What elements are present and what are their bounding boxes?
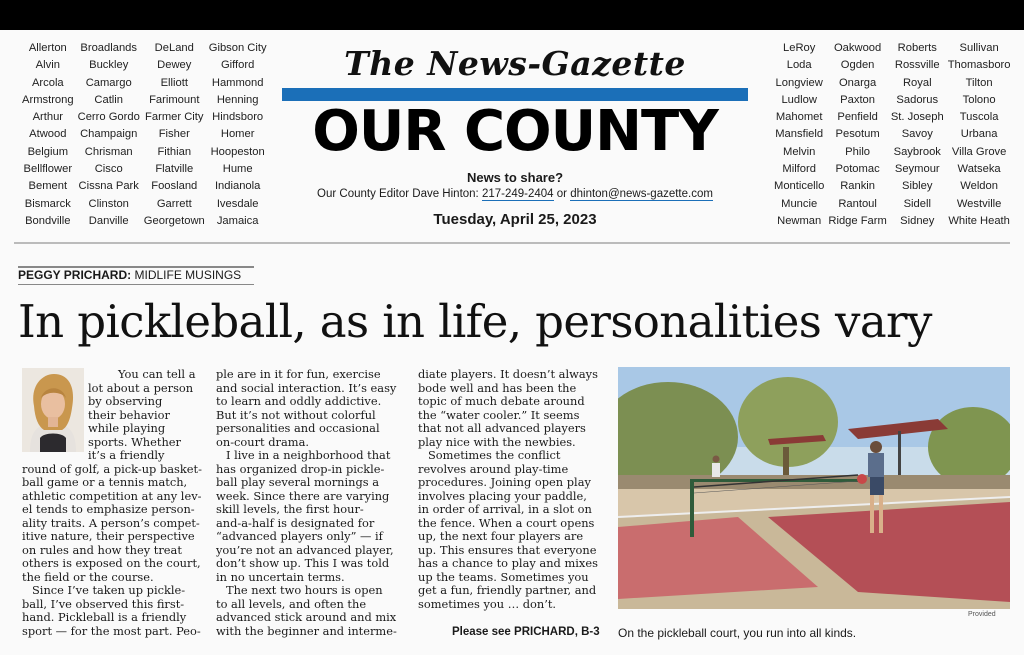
article-text-line: sport — for the most part. Peo-	[22, 623, 201, 638]
pickleball-court-photo	[618, 367, 1010, 609]
town-name: Ludlow	[781, 93, 817, 106]
town-name: Farmer City	[145, 111, 204, 124]
town-name: Mansfield	[775, 128, 824, 141]
town-name: White Heath	[948, 214, 1010, 227]
paper-name: The News-Gazette	[344, 44, 686, 83]
town-name: Armstrong	[22, 93, 74, 106]
article-text-line: on rules and how they treat	[22, 542, 182, 557]
town-name: Catlin	[94, 93, 123, 106]
town-name: Hammond	[211, 76, 264, 89]
article-text-line: athletic competition at any lev-	[22, 488, 202, 503]
town-name: Rossville	[894, 59, 940, 72]
town-name: Pesotum	[835, 128, 880, 141]
town-name: Ridge Farm	[828, 214, 887, 227]
town-column	[76, 40, 142, 230]
town-name: Paxton	[840, 93, 876, 106]
article-text-line: revolves around play-time	[418, 461, 569, 476]
article-text-line: has organized drop-in pickle-	[216, 461, 385, 476]
issue-date: Tuesday, April 25, 2023	[433, 211, 597, 228]
photo-caption: On the pickleball court, you run into all kinds.	[618, 626, 857, 640]
article-text-line: you’re not an advanced player,	[216, 542, 394, 557]
town-name: Farimount	[149, 93, 200, 106]
town-name: Sullivan	[959, 42, 999, 54]
town-name: Camargo	[85, 76, 132, 89]
town-name: Bement	[28, 180, 68, 193]
court-photo-drawing	[618, 367, 1010, 609]
town-name: Seymour	[894, 163, 940, 176]
town-name: LeRoy	[783, 42, 816, 54]
article-text-line: in order of arrival, in a slot on	[418, 502, 592, 516]
town-name: Sidell	[903, 197, 931, 210]
article-text-line: bode well and has been the	[418, 380, 577, 395]
town-name: Foosland	[151, 180, 198, 193]
editor-contact-line	[280, 188, 750, 200]
town-list-right	[772, 40, 1013, 230]
article-text-line: topic of much debate around	[418, 394, 585, 408]
article-text-line: that not all advanced players	[418, 421, 586, 435]
town-name: Mahomet	[775, 111, 823, 124]
town-name: Saybrook	[893, 145, 941, 158]
town-name: Onarga	[838, 76, 877, 89]
article-text-line: lot about a person	[88, 380, 194, 395]
town-name: Cisco	[94, 163, 123, 176]
town-name: Tuscola	[959, 111, 999, 124]
article-text-line: sports. Whether	[88, 434, 181, 449]
article-headline: In pickleball, as in life, personalities vary	[18, 295, 932, 348]
town-name: Tolono	[962, 93, 996, 106]
town-name: Longview	[775, 76, 823, 89]
article-text-line: on-court drama.	[216, 434, 309, 449]
article-text-line: el tends to emphasize person-	[22, 502, 195, 516]
article-text-line: in no uncertain terms.	[216, 569, 345, 584]
article-text-line: personalities and occasional	[216, 421, 380, 435]
article-text-line: ality traits. A person’s compet-	[22, 515, 200, 530]
article-text-line: ball, I’ve observed this first-	[22, 596, 185, 611]
town-name: Weldon	[960, 180, 998, 193]
article-text-line: up the teams. Sometimes you	[418, 569, 589, 584]
editor-email-link[interactable]: dhinton@news-gazette.com	[570, 188, 713, 200]
town-name: Dewey	[157, 59, 192, 72]
town-name: Arcola	[31, 76, 64, 89]
article-text-line: others is exposed on the court,	[22, 556, 201, 570]
article-text-line: the field or the course.	[22, 569, 154, 584]
town-name: Urbana	[960, 128, 998, 141]
town-column	[889, 40, 946, 230]
town-name: Homer	[220, 128, 255, 141]
town-name: Sidney	[900, 214, 935, 227]
article-text-line: has a chance to play and mixes	[418, 556, 598, 570]
town-name: Fisher	[158, 128, 190, 141]
byline	[18, 268, 241, 282]
town-name: Loda	[786, 59, 812, 72]
article-text-line: ball game or a tennis match,	[22, 475, 188, 489]
town-name: Gifford	[220, 59, 255, 72]
article-text-line: up. This ensures that everyone	[418, 542, 597, 557]
town-name: Garrett	[156, 197, 192, 210]
town-name: Cissna Park	[78, 180, 139, 193]
article-text-line: sometimes you … don’t.	[418, 596, 557, 611]
article-text-line: You can tell a	[118, 367, 196, 381]
town-column	[946, 40, 1013, 230]
town-name: Indianola	[214, 180, 261, 193]
town-name: Champaign	[80, 128, 138, 141]
article-text-line: to learn and oddly addictive.	[216, 394, 382, 408]
town-name: DeLand	[154, 42, 194, 54]
town-name: Atwood	[29, 128, 67, 141]
town-name: Broadlands	[80, 42, 137, 54]
article-text-line: the fence. When a court opens	[418, 515, 595, 530]
town-name: Villa Grove	[951, 145, 1007, 158]
article-text-line: don’t show up. This I was told	[216, 556, 390, 570]
town-name: Milford	[782, 163, 816, 176]
article-text-line: play nice with the newbies.	[418, 434, 576, 449]
article-text-line: “advanced players only” — if	[216, 529, 383, 543]
town-column	[826, 40, 888, 230]
article-text-line: ple are in it for fun, exercise	[216, 367, 381, 381]
town-name: Melvin	[783, 145, 816, 158]
town-name: Bismarck	[24, 197, 71, 210]
article-text-line: by observing	[88, 394, 163, 408]
article-text-line: ball play several mornings a	[216, 475, 380, 489]
editor-or: or	[556, 188, 568, 200]
town-name: Hoopeston	[210, 145, 265, 158]
article-text-line: and social interaction. It’s easy	[216, 380, 397, 395]
town-name: Jamaica	[216, 214, 259, 227]
town-name: Savoy	[901, 128, 933, 141]
town-name: Clinston	[88, 197, 129, 210]
town-name: Fithian	[157, 145, 192, 158]
town-name: Newman	[777, 214, 822, 227]
article-text-line: But it’s not without colorful	[216, 407, 376, 422]
town-name: Flatville	[155, 163, 194, 176]
town-name: Henning	[216, 93, 259, 106]
article-text-line: The next two hours is open	[226, 583, 383, 597]
town-name: Potomac	[835, 163, 880, 176]
article-text-line: the “water cooler.” It seems	[418, 407, 580, 422]
town-name: Alvin	[35, 59, 60, 72]
article-text-line: advanced stick around and mix	[216, 610, 397, 624]
town-name: Rantoul	[838, 197, 877, 210]
editor-phone[interactable]: 217-249-2404	[481, 188, 554, 200]
town-name: Hume	[222, 163, 253, 176]
town-name: Georgetown	[143, 214, 205, 227]
article-text-line: I live in a neighborhood that	[226, 448, 391, 462]
town-column	[772, 40, 826, 230]
town-name: Belgium	[27, 145, 69, 158]
town-name: Tilton	[965, 76, 993, 89]
article-text-line: with the beginner and interme-	[216, 623, 397, 638]
town-name: Rankin	[840, 180, 876, 193]
town-name: Allerton	[28, 42, 67, 54]
article-text-line: their behavior	[88, 407, 170, 422]
town-name: Royal	[902, 76, 932, 89]
town-name: Buckley	[89, 59, 129, 72]
editor-prefix: Our County Editor Dave Hinton:	[317, 188, 479, 200]
town-name: Oakwood	[833, 42, 882, 54]
article-text-line: procedures. Joining open play	[418, 475, 591, 489]
article-text-line: get a fun, friendly partner, and	[418, 583, 597, 597]
byline-author: PEGGY PRICHARD:	[18, 268, 132, 282]
town-name: Gibson City	[208, 42, 267, 54]
article-text-line: while playing	[88, 421, 166, 435]
town-name: Westville	[956, 197, 1002, 210]
article-text-line: involves placing your paddle,	[418, 488, 587, 503]
article-text-line: Since I’ve taken up pickle-	[32, 583, 186, 597]
town-name: Danville	[88, 214, 129, 227]
article-text-line: to all levels, and often the	[216, 596, 367, 611]
article-text-line: up, the next four players are	[418, 529, 584, 543]
town-name: Roberts	[897, 42, 937, 54]
article-text-line: week. Since there are varying	[216, 488, 390, 503]
article-text-line: skill levels, the first hour-	[216, 502, 364, 516]
article-column-1	[22, 368, 202, 638]
town-name: Watseka	[957, 163, 1001, 176]
masthead-divider	[14, 242, 1010, 244]
town-name: Elliott	[160, 76, 188, 89]
article-column-2	[216, 368, 397, 638]
town-name: St. Joseph	[890, 111, 944, 124]
town-name: Chrisman	[84, 145, 133, 158]
town-name: Bondville	[25, 214, 71, 227]
town-name: Sibley	[902, 180, 933, 193]
article-text-line: itive nature, their perspective	[22, 529, 195, 543]
article-text-line: hand. Pickleball is a friendly	[22, 610, 187, 624]
town-name: Ivesdale	[216, 197, 259, 210]
article-text-line: round of golf, a pick-up basket-	[22, 461, 202, 476]
photo-credit: Provided	[968, 611, 996, 618]
article-text-line: Sometimes the conflict	[428, 448, 561, 462]
town-name: Bellflower	[23, 163, 73, 176]
town-name: Monticello	[774, 180, 825, 193]
article-text-line: and-a-half is designated for	[216, 515, 375, 530]
byline-bottom-rule	[18, 284, 254, 285]
article-column-3	[418, 368, 598, 611]
section-name: OUR COUNTY	[312, 99, 718, 164]
town-name: Hindsboro	[212, 111, 264, 124]
town-column	[142, 40, 207, 230]
town-name: Philo	[845, 145, 871, 158]
town-name: Ogden	[840, 59, 875, 72]
continued-on-link[interactable]: Please see PRICHARD, B-3	[452, 626, 600, 638]
top-black-bar	[0, 0, 1024, 30]
article-text-line: diate players. It doesn’t always	[418, 367, 598, 381]
news-share-heading: News to share?	[466, 170, 564, 185]
town-name: Sadorus	[896, 93, 939, 106]
town-name: Arthur	[32, 111, 64, 124]
town-name: Cerro Gordo	[77, 111, 140, 124]
article-text-line: it’s a friendly	[88, 448, 165, 462]
town-list-left	[20, 40, 269, 230]
town-column	[20, 40, 76, 230]
byline-column: MIDLIFE MUSINGS	[134, 268, 242, 282]
town-name: Penfield	[837, 111, 878, 124]
town-column	[207, 40, 269, 230]
town-name: Thomasboro	[947, 59, 1011, 72]
town-name: Muncie	[781, 197, 818, 210]
